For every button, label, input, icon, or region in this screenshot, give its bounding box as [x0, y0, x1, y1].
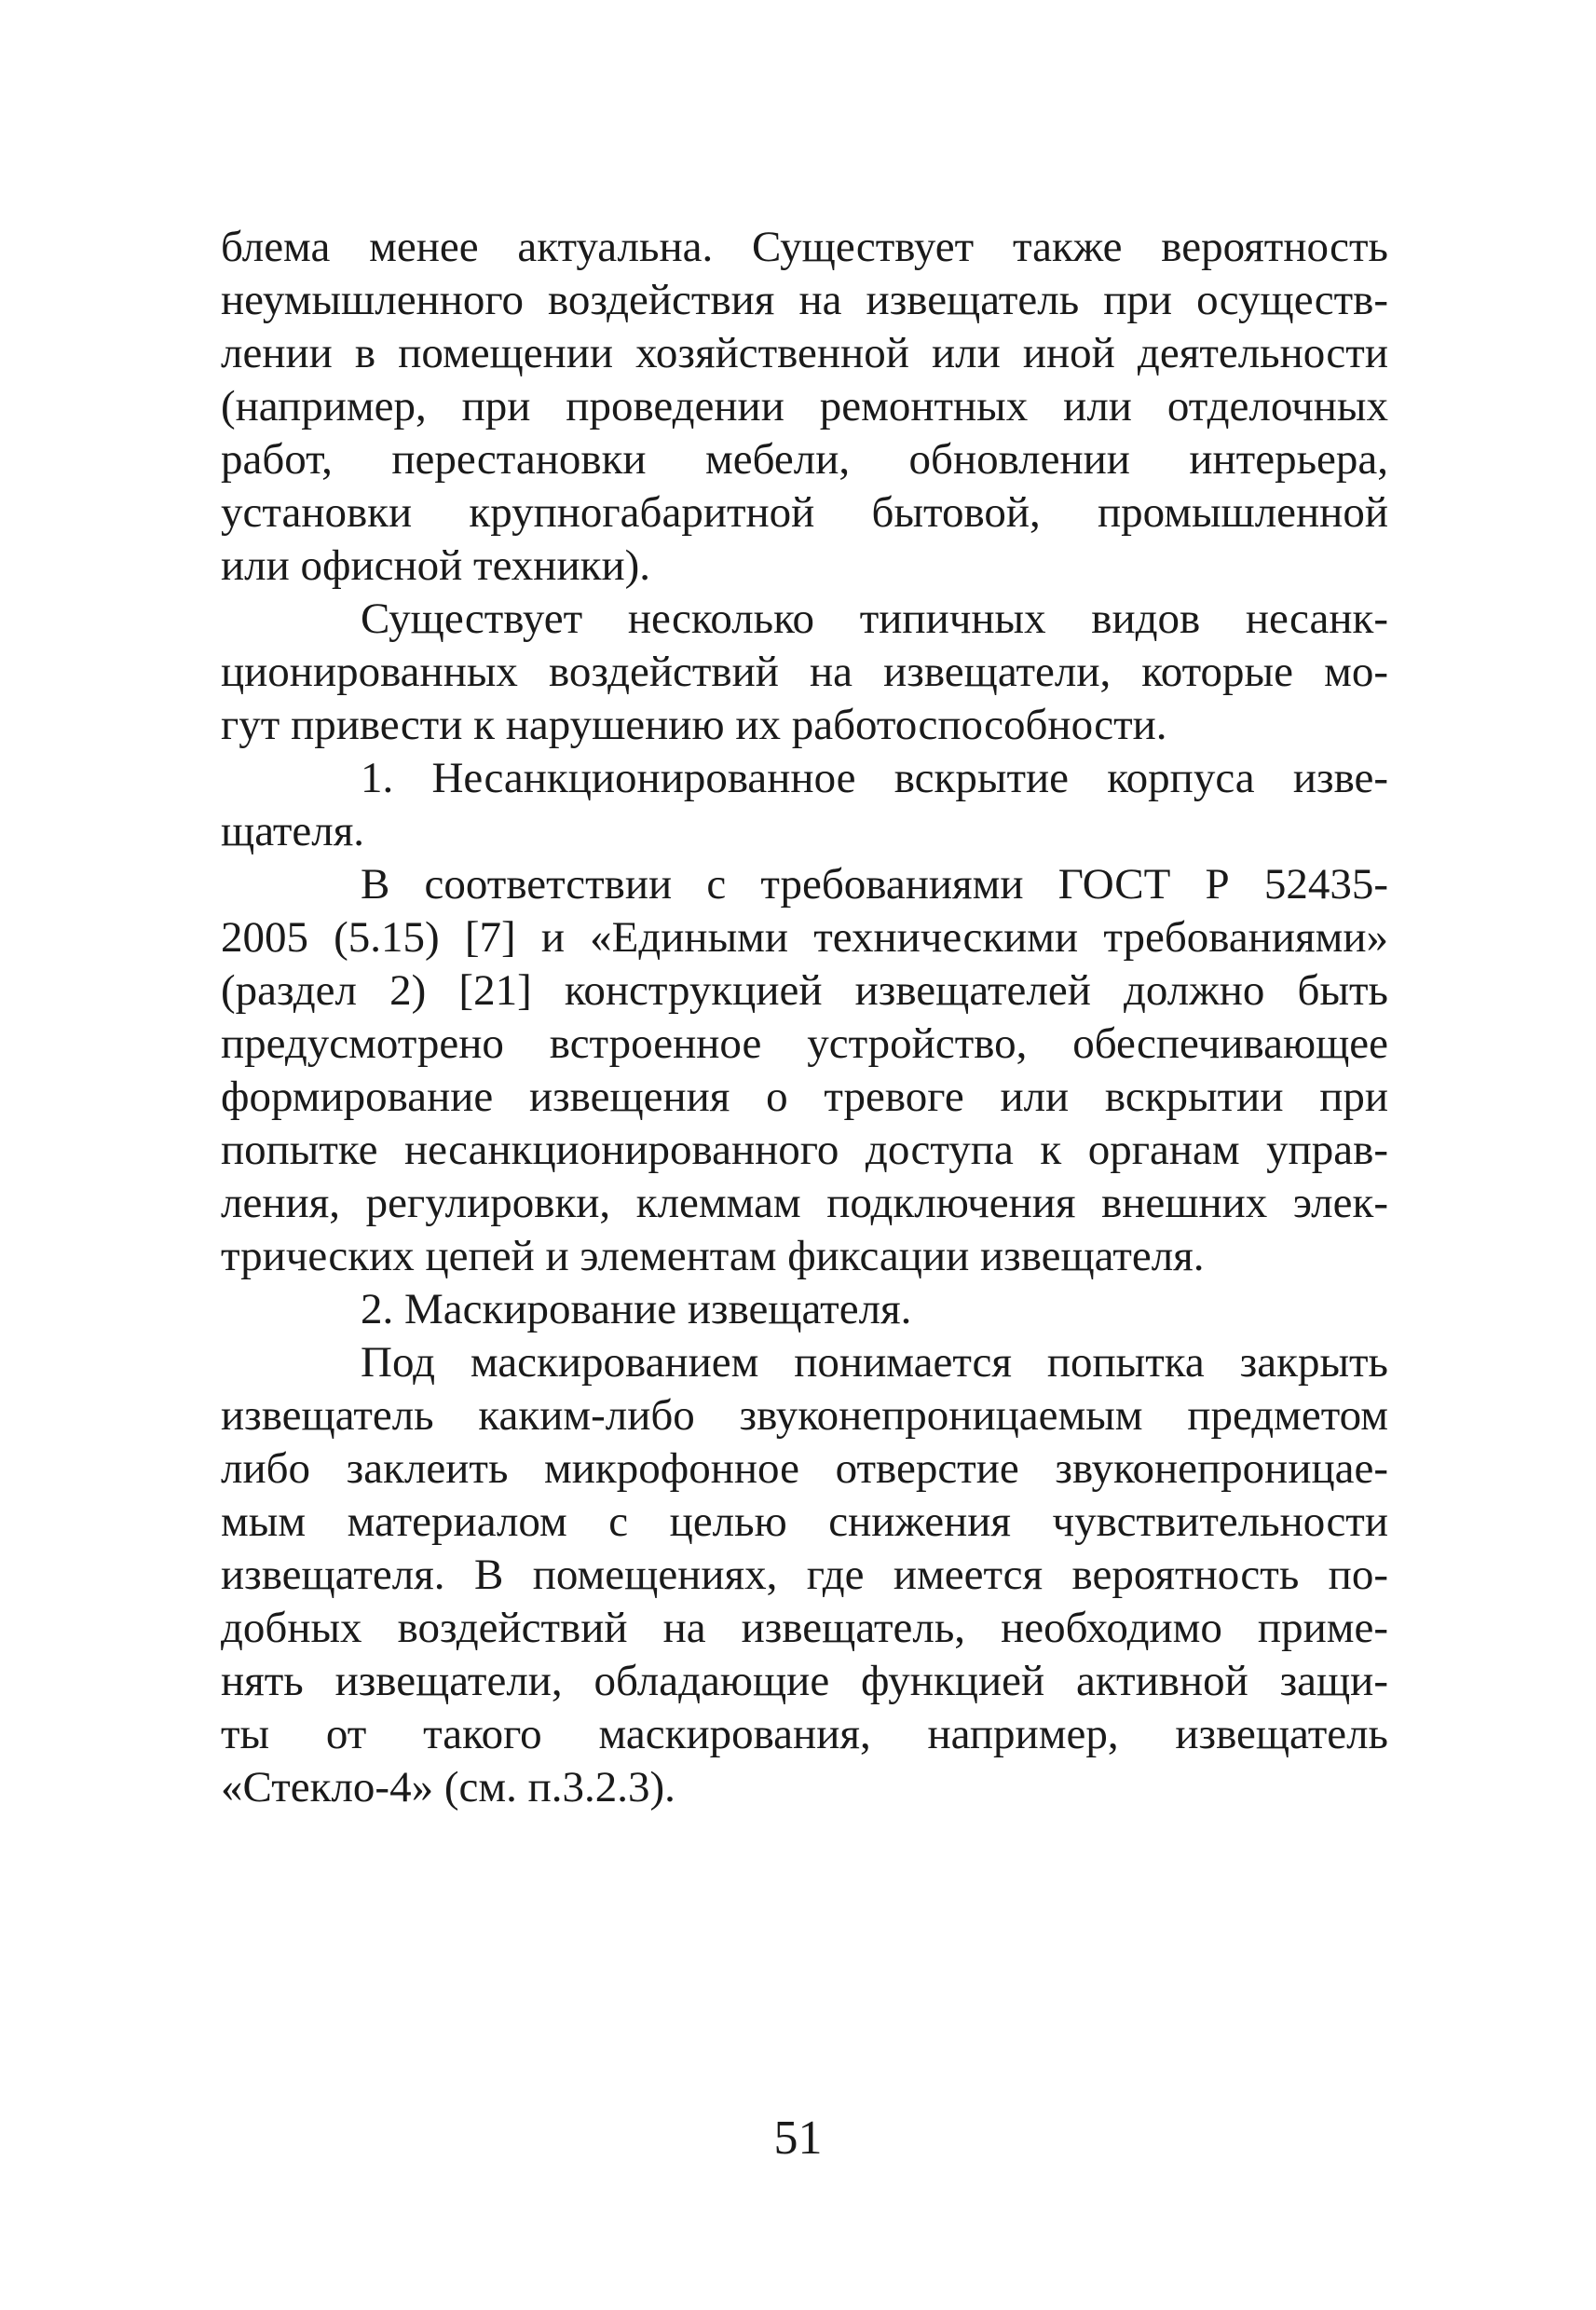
text-line: 2005 (5.15) [7] и «Едиными техническими требованиями» — [221, 913, 1388, 962]
text-line: нять извещатели, обладающие функцией активной защи- — [221, 1657, 1388, 1705]
text-line: или офисной техники). — [221, 541, 651, 590]
text-line: добных воздействий на извещатель, необходимо приме- — [221, 1604, 1388, 1652]
text-line: мым материалом с целью снижения чувствительности — [221, 1497, 1388, 1546]
text-line: неумышленного воздействия на извещатель при осуществ- — [221, 276, 1388, 324]
text-line: 2. Маскирование извещателя. — [361, 1285, 912, 1333]
text-line: Существует несколько типичных видов несанк- — [361, 595, 1388, 643]
paragraph-4 — [221, 1336, 1388, 1814]
page-body — [221, 221, 1388, 1814]
paragraph-2 — [221, 593, 1388, 752]
text-line: попытке несанкционированного доступа к органам управ- — [221, 1126, 1388, 1174]
page-number: 51 — [773, 2112, 823, 2165]
text-line: лении в помещении хозяйственной или иной деятельности — [221, 329, 1388, 377]
text-line: ционированных воздействий на извещатели, которые мо- — [221, 648, 1388, 696]
text-line: формирование извещения о тревоге или вскрытии при — [221, 1073, 1388, 1121]
text-line: установки крупногабаритной бытовой, промышленной — [221, 488, 1388, 537]
text-line: блема менее актуальна. Существует также вероятность — [221, 223, 1388, 271]
text-line: щателя. — [221, 807, 365, 855]
paragraph-1 — [221, 221, 1388, 593]
text-line: Под маскированием понимается попытка закрыть — [361, 1338, 1388, 1387]
text-line: (раздел 2) [21] конструкцией извещателей должно быть — [221, 966, 1388, 1015]
text-line: извещатель каким-либо звуконепроницаемым предметом — [221, 1391, 1388, 1440]
list-item-1 — [221, 752, 1388, 858]
list-item-2 — [221, 1283, 1388, 1336]
text-line: трических цепей и элементам фиксации извещателя. — [221, 1232, 1205, 1280]
text-line: В соответствии с требованиями ГОСТ Р 52435- — [361, 860, 1388, 909]
text-line: извещателя. В помещениях, где имеется вероятность по- — [221, 1551, 1388, 1599]
text-line: либо заклеить микрофонное отверстие звуконепроницае- — [221, 1444, 1388, 1493]
text-line: предусмотрено встроенное устройство, обеспечивающее — [221, 1019, 1388, 1068]
text-line: ты от такого маскирования, например, извещатель — [221, 1710, 1388, 1758]
text-line: «Стекло-4» (см. п.3.2.3). — [221, 1763, 675, 1811]
paragraph-3 — [221, 858, 1388, 1283]
text-line: работ, перестановки мебели, обновлении интерьера, — [221, 435, 1388, 484]
text-line: ления, регулировки, клеммам подключения внешних элек- — [221, 1179, 1388, 1227]
text-line: гут привести к нарушению их работоспособности. — [221, 701, 1167, 749]
text-line: 1. Несанкционированное вскрытие корпуса изве- — [361, 754, 1388, 802]
text-line: (например, при проведении ремонтных или отделочных — [221, 382, 1388, 431]
